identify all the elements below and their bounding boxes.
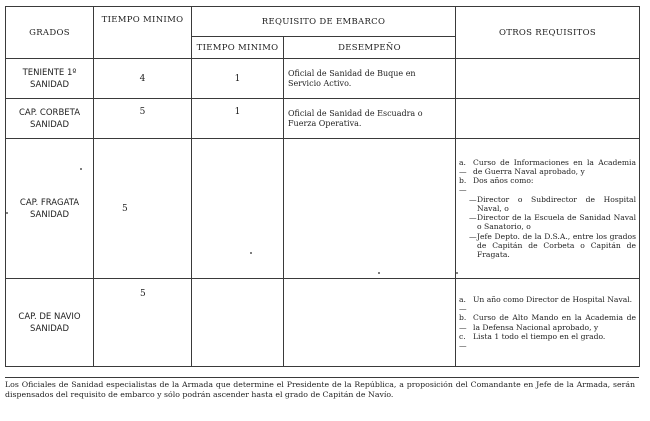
item-marker: c.—	[459, 331, 467, 350]
tiempo-minimo-value: 5	[94, 279, 192, 367]
header-requisito-embarco: REQUISITO DE EMBARCO	[192, 7, 456, 37]
item-marker: a.—	[459, 157, 467, 177]
scan-speck	[378, 272, 380, 274]
grade-name: CAP. FRAGATA	[19, 197, 80, 208]
scan-speck	[456, 272, 458, 274]
scan-speck	[250, 252, 252, 254]
item-text: Dos años como:	[473, 176, 534, 186]
footer-rule	[5, 377, 639, 378]
tiempo-minimo-value: 5	[94, 99, 192, 139]
item-text: Curso de Informaciones en la Academia de Guerra Naval aprobado, y	[473, 157, 637, 177]
grade-branch: SANIDAD	[30, 119, 69, 130]
sub-item	[459, 195, 636, 213]
item-text: Lista 1 todo el tiempo en el grado.	[473, 331, 606, 341]
grade-branch: SANIDAD	[30, 209, 69, 220]
table-row	[6, 139, 640, 279]
tiempo-minimo-value: 4	[94, 59, 192, 99]
table-row	[6, 99, 640, 139]
table-row	[6, 279, 640, 367]
header-tiempo-minimo: TIEMPO MINIMO	[94, 7, 192, 59]
tiempo-minimo-value: 5	[94, 139, 192, 279]
header-sub-desempeno: DESEMPEÑO	[284, 37, 456, 59]
list-item	[459, 295, 636, 313]
otros-requisitos-cell	[456, 279, 640, 367]
otros-empty	[456, 59, 640, 99]
sub-item-text: Director o Subdirector de Hospital Naval, o	[477, 194, 637, 213]
requirements-table	[5, 6, 640, 367]
embarco-tiempo-value: 1	[192, 59, 284, 99]
grade-cell	[6, 59, 94, 99]
scan-speck	[6, 212, 8, 214]
grade-branch: SANIDAD	[30, 323, 69, 334]
item-text: Un año como Director de Hospital Naval.	[473, 294, 633, 304]
grade-name: CAP. CORBETA	[18, 107, 81, 118]
header-otros-requisitos: OTROS REQUISITOS	[456, 7, 640, 59]
scan-speck	[80, 168, 82, 170]
item-marker: b.—	[459, 313, 467, 332]
otros-requisitos-cell	[456, 139, 640, 279]
list-item	[459, 332, 636, 350]
grade-branch: SANIDAD	[30, 79, 69, 90]
desempeno-text: Oficial de Sanidad de Escuadra o Fuerza Operativa.	[284, 99, 456, 139]
header-grados: GRADOS	[6, 7, 94, 59]
header-sub-tiempo-minimo: TIEMPO MINIMO	[192, 37, 284, 59]
grade-name: CAP. DE NAVIO	[18, 311, 81, 322]
grade-cell	[6, 139, 94, 279]
grade-cell	[6, 99, 94, 139]
footer-note: Los Oficiales de Sanidad especialistas de la Armada que determine el Presidente de la República, a proposición del Comandante en Jefe de la Armada, serán dispensados del requisito de embarco y sólo podrán ascender hasta el grado de Capitán de Navío.	[5, 380, 635, 399]
list-item	[459, 313, 636, 331]
sub-item	[459, 232, 636, 260]
embarco-tiempo-value: 1	[192, 99, 284, 139]
item-text: Curso de Alto Mando en la Academia de la Defensa Nacional aprobado, y	[473, 313, 637, 332]
item-marker: a.—	[459, 294, 467, 314]
desempeno-text: Oficial de Sanidad de Buque en Servicio Activo.	[284, 59, 456, 99]
sub-item-text: Jefe Depto. de la D.S.A., entre los grados de Capitán de Corbeta o Capitán de Fragata.	[477, 231, 637, 259]
otros-empty	[456, 99, 640, 139]
sub-item-marker: —	[469, 231, 477, 241]
table-row	[6, 59, 640, 99]
sub-item-marker: —	[469, 213, 477, 223]
grade-cell	[6, 279, 94, 367]
grade-name: TENIENTE 1º	[22, 67, 77, 78]
embarco-tiempo-value	[192, 279, 284, 367]
sub-item	[459, 213, 636, 231]
item-marker: b.—	[459, 176, 467, 195]
list-item	[459, 176, 636, 194]
desempeno-text	[284, 279, 456, 367]
sub-item-marker: —	[469, 194, 477, 204]
desempeno-text	[284, 139, 456, 279]
embarco-tiempo-value	[192, 139, 284, 279]
list-item	[459, 158, 636, 176]
sub-item-text: Director de la Escuela de Sanidad Naval o Sanatorio, o	[477, 213, 637, 232]
